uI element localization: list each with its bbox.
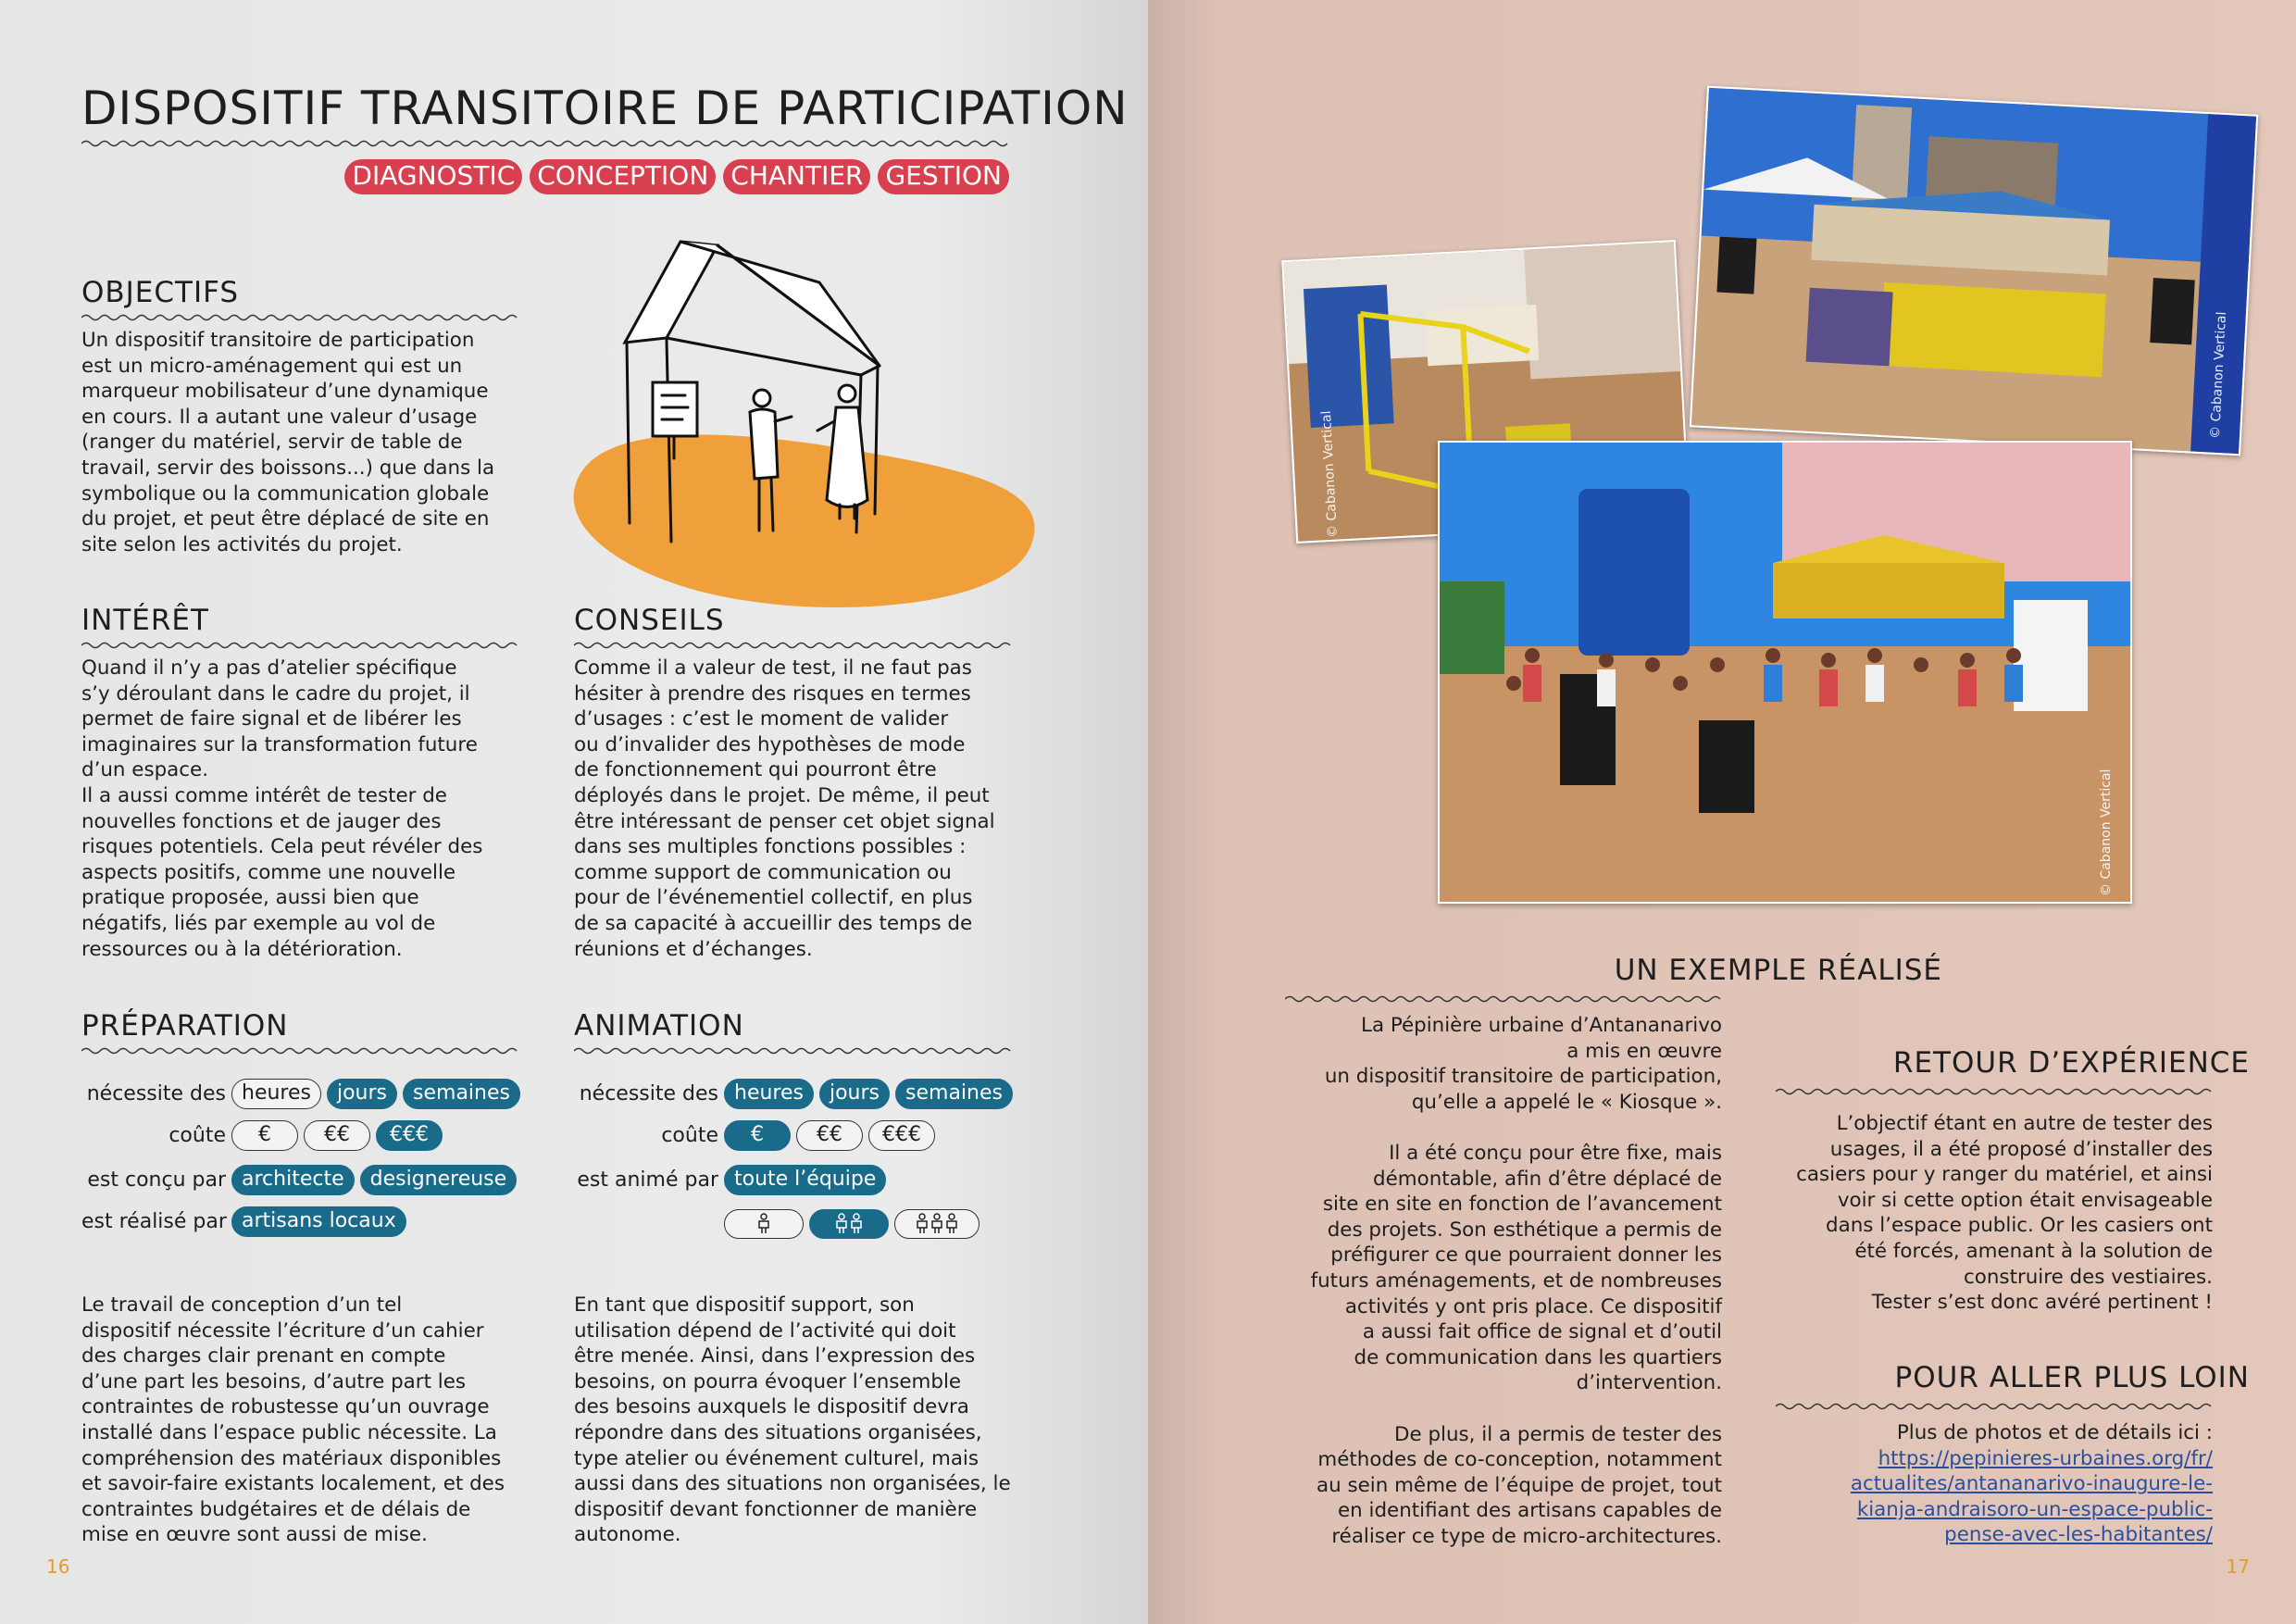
paragraph-gap [1241,1396,1722,1422]
text-line: site selon les activités du projet. [81,532,403,556]
text-line: préfigurer ce que pourraient donner les [1330,1243,1722,1268]
text-line: aussi dans des situations non organisées, le [574,1472,1011,1496]
text-line: Plus de photos et de détails ici : [1896,1421,2213,1444]
text-line: Quand il n’y a pas d’atelier spécifique [81,656,457,680]
text-line: Il a aussi comme intérêt de tester de [81,783,447,807]
text-line: d’usages : c’est le moment de valider [574,707,949,731]
pill-jours: jours [327,1079,397,1109]
text-line: Le travail de conception d’un tel [81,1293,403,1317]
plus-loin-underline [1776,1402,2213,1411]
page-number-left: 16 [46,1555,70,1578]
text-line: répondre dans des situations organisées, [574,1420,982,1444]
prep-concu-row [81,1165,517,1195]
plus-loin-heading: POUR ALLER PLUS LOIN [1894,1361,2250,1394]
pill-cost-1: € [724,1120,791,1151]
text-line: L’objectif étant en autre de tester des [1836,1112,2213,1135]
text-line: installé dans l’espace public nécessite. La [81,1420,497,1444]
text-line: ressources ou à la détérioration. [81,937,403,961]
photo-credit: © Cabanon Vertical [2099,768,2114,896]
preparation-underline [81,1046,518,1056]
exemple-text [1241,1013,1722,1549]
pill-artisans: artisans locaux [231,1206,406,1237]
anim-anime-label: est animé par [577,1168,718,1192]
title-underline [81,139,1012,148]
pill-semaines: semaines [403,1079,520,1109]
text-line: dispositif devant fonctionner de manière [574,1497,978,1521]
pill-jours: jours [819,1079,890,1109]
prep-necessite-row [81,1079,520,1109]
text-line: futurs aménagements, et de nombreuses [1310,1268,1722,1293]
page-number-right: 17 [2226,1555,2250,1578]
text-line: être menée. Ainsi, dans l’expression des [574,1344,976,1368]
person-2-icon [809,1209,889,1239]
conseils-underline [574,641,1012,650]
text-line: des charges clair prenant en compte [81,1344,446,1368]
text-line: méthodes de co-conception, notamment [1317,1448,1722,1472]
text-line: voir si cette option était envisageable [1837,1188,2213,1212]
text-line: site en site en fonction de l’avancement [1322,1193,1722,1217]
text-line: qu’elle a appelé le « Kiosque ». [1411,1090,1722,1114]
prep-concu-label: est conçu par [87,1168,226,1192]
text-line: pratique proposée, aussi bien que [81,886,419,910]
pill-cost-1: € [231,1120,298,1151]
text-line: En tant que dispositif support, son [574,1293,915,1317]
pill-designereuse: designereuse [360,1165,518,1195]
text-line: des besoins auxquels le dispositif devra [574,1395,969,1419]
anim-necessite-label: nécessite des [579,1082,718,1106]
text-line: d’intervention. [1576,1371,1722,1395]
photo-credit: © Cabanon Vertical [2207,311,2230,440]
person-1-icon [724,1209,804,1239]
text-line: travail, servir des boissons...) que dans la [81,456,495,480]
prep-coute-row [81,1120,443,1151]
kiosk-illustration [569,236,1042,611]
tag-conception: CONCEPTION [530,159,716,194]
text-line: du projet, et peut être déplacé de site en [81,507,490,531]
text-line: Un dispositif transitoire de participation [81,329,475,352]
text-line: a mis en œuvre [1566,1039,1722,1063]
prep-realise-row [81,1206,406,1237]
external-link[interactable]: pense-avec-les-habitantes/ [1944,1523,2213,1547]
animation-underline [574,1046,1012,1056]
text-line: contraintes de robustesse qu’un ouvrage [81,1395,490,1419]
text-line: contraintes budgétaires et de délais de [81,1497,471,1521]
retour-heading: RETOUR D’EXPÉRIENCE [1892,1046,2250,1080]
text-line: été forcés, amenant à la solution de [1854,1239,2213,1263]
text-line: de sa capacité à accueillir des temps de [574,911,973,935]
text-line: activités y ont pris place. Ce dispositif [1344,1294,1722,1318]
anim-coute-label: coûte [661,1124,718,1147]
text-line: mise en œuvre sont aussi de mise. [81,1523,428,1547]
external-link[interactable]: kianja-andraisoro-un-espace-public- [1856,1497,2213,1521]
right-page [1148,0,2296,1624]
pill-semaines: semaines [895,1079,1013,1109]
pill-cost-3: €€€ [376,1120,443,1151]
anim-people-row [724,1209,980,1239]
text-line: dans l’espace public. Or les casiers ont [1826,1214,2213,1238]
text-line: imaginaires sur la transformation future [81,732,478,756]
text-line: (ranger du matériel, servir de table de [81,431,463,455]
exemple-underline [1285,994,1722,1004]
text-line: en identifiant des artisans capables de [1338,1499,1722,1523]
retour-underline [1776,1087,2213,1096]
text-line: dispositif nécessite l’écriture d’un cahier [81,1318,484,1343]
text-line: des projets. Son esthétique a permis de [1327,1218,1722,1242]
text-line: risques potentiels. Cela peut révéler des [81,835,483,859]
prep-coute-label: coûte [168,1124,226,1147]
text-line: réunions et d’échanges. [574,937,813,961]
pill-heures: heures [724,1079,814,1109]
pill-equipe: toute l’équipe [724,1165,886,1195]
pill-cost-2: €€ [796,1120,863,1151]
text-line: compréhension des matériaux disponibles [81,1446,502,1470]
text-line: d’un espace. [81,758,209,782]
text-line: d’une part les besoins, d’autre part les [81,1369,467,1393]
text-line: La Pépinière urbaine d’Antananarivo [1361,1014,1722,1037]
photo-kiosk-tents [1690,86,2258,456]
text-line: un dispositif transitoire de participation, [1324,1065,1722,1089]
animation-heading: ANIMATION [574,1009,744,1043]
interet-text [81,656,563,962]
prep-realise-label: est réalisé par [81,1210,227,1233]
text-line: symbolique ou la communication globale [81,481,490,506]
text-line: De plus, il a permis de tester des [1394,1422,1722,1446]
conseils-heading: CONSEILS [574,604,725,637]
text-line: casiers pour y ranger du matériel, et ainsi [1796,1163,2213,1187]
interet-underline [81,641,518,650]
text-line: autonome. [574,1523,681,1547]
objectifs-underline [81,313,518,322]
text-line: et savoir-faire existants localement, et des [81,1472,505,1496]
retour-text [1731,1111,2213,1316]
text-line: Comme il a valeur de test, il ne faut pas [574,656,972,680]
text-line: construire des vestiaires. [1964,1265,2213,1289]
pill-cost-3: €€€ [868,1120,935,1151]
text-line: en cours. Il a autant une valeur d’usage [81,405,478,429]
text-line: a aussi fait office de signal et d’outil [1362,1320,1722,1344]
tag-gestion: GESTION [878,159,1009,194]
tag-chantier: CHANTIER [723,159,870,194]
anim-necessite-row [574,1079,1013,1109]
text-line: est un micro-aménagement qui est un [81,354,463,378]
objectifs-text [81,328,563,557]
text-line: dans ses multiples fonctions possibles : [574,835,967,859]
text-line: comme support de communication ou [574,860,952,884]
plus-loin-text [1731,1420,2213,1548]
text-line: besoins, on pourra évoquer l’ensemble [574,1369,962,1393]
text-line: déployés dans le projet. De même, il peut [574,783,990,807]
objectifs-heading: OBJECTIFS [81,276,240,309]
phase-tags [352,159,1009,194]
text-line: usages, il a été proposé d’installer des [1829,1137,2213,1161]
anim-anime-row [574,1165,886,1195]
text-line: de communication dans les quartiers [1354,1345,1722,1369]
photo-crowd-event [1438,441,2132,904]
text-line: marqueur mobilisateur d’une dynamique [81,380,489,404]
text-line: hésiter à prendre des risques en termes [574,681,971,706]
pill-architecte: architecte [231,1165,355,1195]
pill-heures: heures [231,1079,321,1109]
paragraph-gap [1241,1115,1722,1141]
animation-text [574,1293,1055,1548]
text-line: ou d’invalider des hypothèses de mode [574,732,966,756]
tag-diagnostic: DIAGNOSTIC [344,159,522,194]
text-line: utilisation dépend de l’activité qui doit [574,1318,956,1343]
text-line: réaliser ce type de micro-architectures. [1331,1524,1722,1548]
anim-coute-row [574,1120,935,1151]
text-line: type atelier ou événement culturel, mais [574,1446,980,1470]
preparation-heading: PRÉPARATION [81,1009,289,1043]
text-line: pour de l’événementiel collectif, en plus [574,886,973,910]
text-line: négatifs, liés par exemple au vol de [81,911,436,935]
conseils-text [574,656,1055,962]
text-line: s’y déroulant dans le cadre du projet, il [81,681,470,706]
preparation-text [81,1293,563,1548]
text-line: démontable, afin d’être déplacé de [1373,1167,1722,1191]
text-line: au sein même de l’équipe de projet, tout [1316,1473,1722,1497]
photo-credit: © Cabanon Vertical [1318,410,1341,539]
interet-heading: INTÉRÊT [81,604,209,637]
prep-necessite-label: nécessite des [86,1082,226,1106]
text-line: être intéressant de penser cet objet signal [574,809,995,833]
external-link[interactable]: https://pepinieres-urbaines.org/fr/ [1878,1446,2213,1470]
text-line: aspects positifs, comme une nouvelle [81,860,456,884]
exemple-heading: UN EXEMPLE RÉALISÉ [1614,954,1942,987]
text-line: permet de faire signal et de libérer les [81,707,462,731]
page-title: DISPOSITIF TRANSITOIRE DE PARTICIPATION [81,81,1129,135]
pill-cost-2: €€ [304,1120,370,1151]
text-line: nouvelles fonctions et de jauger des [81,809,442,833]
text-line: Il a été conçu pour être fixe, mais [1389,1141,1722,1165]
external-link[interactable]: actualites/antananarivo-inaugure-le- [1850,1472,2213,1496]
text-line: de fonctionnement qui pourront être [574,758,937,782]
person-3-icon [894,1209,980,1239]
text-line: Tester s’est donc avéré pertinent ! [1871,1291,2213,1315]
